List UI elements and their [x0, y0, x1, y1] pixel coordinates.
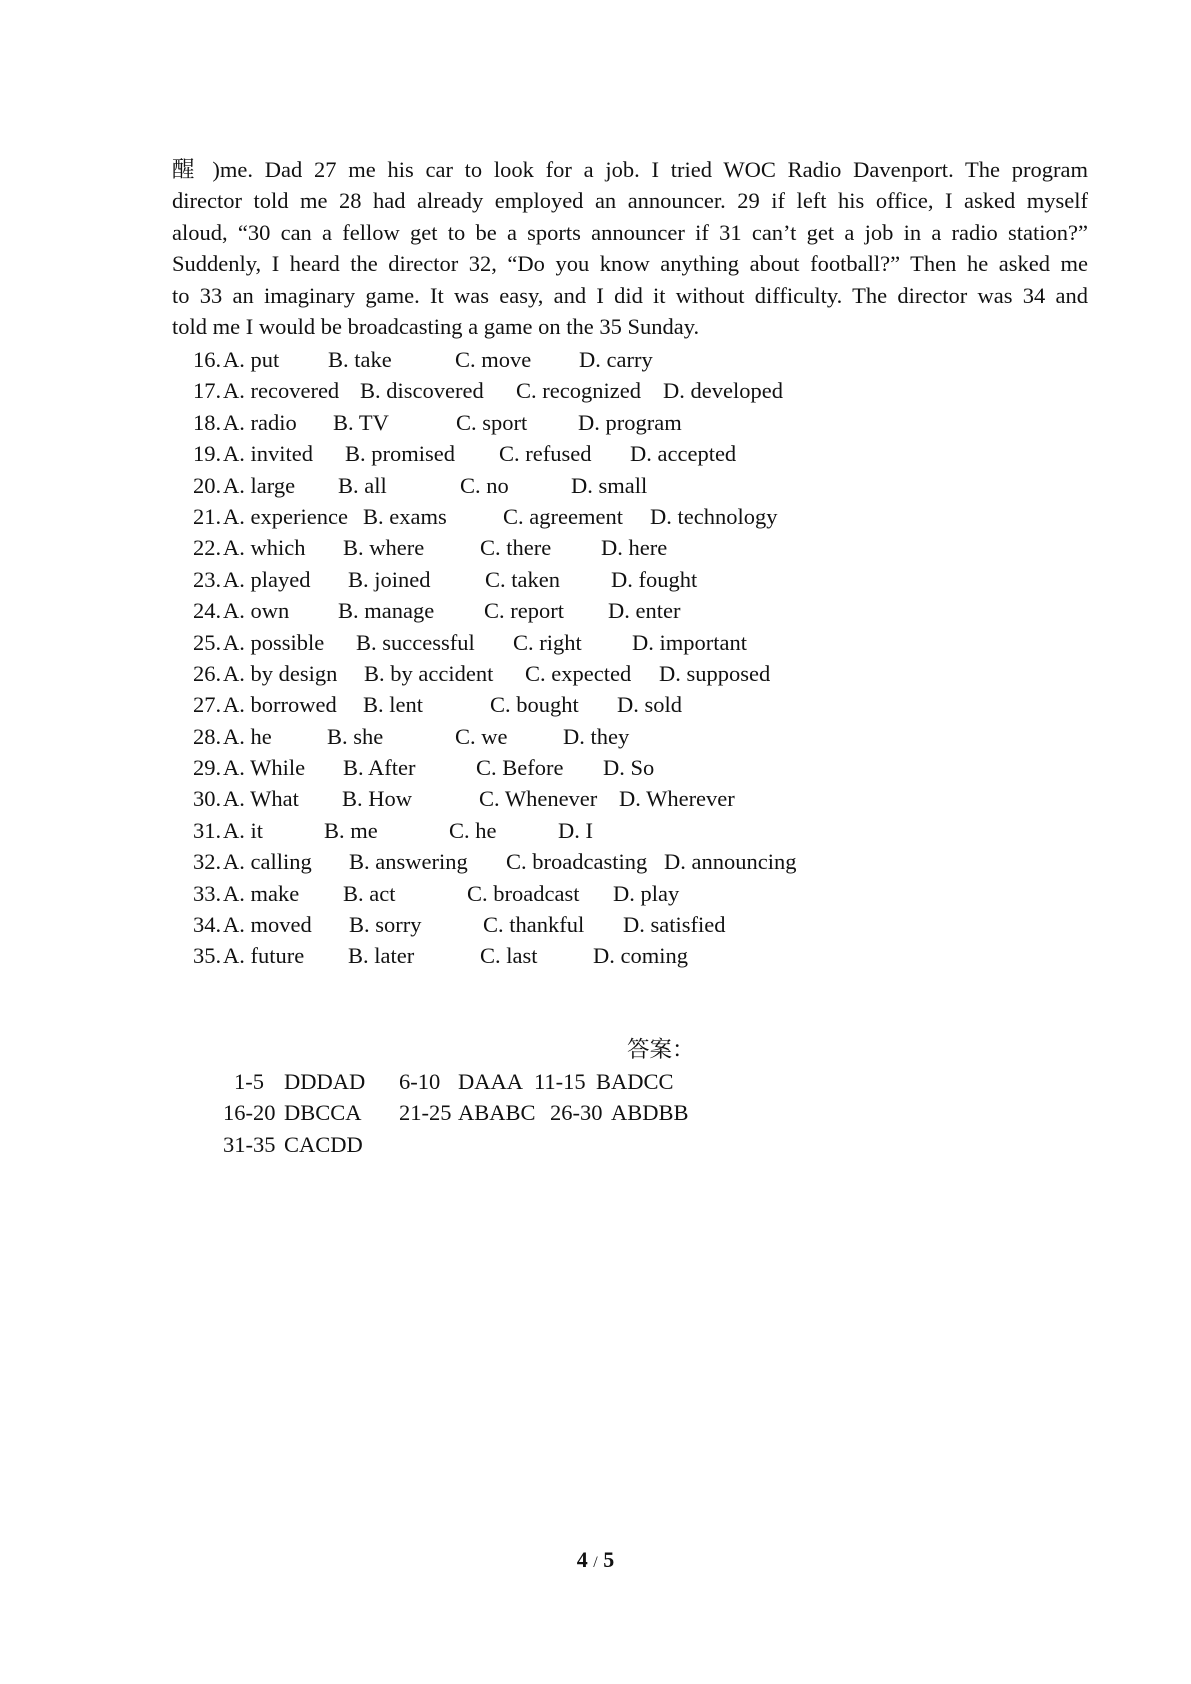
question-number: 23.	[193, 566, 222, 592]
option-d: D. developed	[663, 378, 783, 404]
question-number: 33.	[193, 880, 222, 906]
option-a: A. which	[223, 535, 306, 561]
answers-title: 答案：	[627, 1037, 695, 1063]
option-d: D. small	[571, 472, 648, 498]
question-number: 25.	[193, 629, 222, 655]
option-a: A. own	[223, 598, 290, 624]
answer-range: 26-30	[550, 1100, 603, 1126]
answer-letters: BADCC	[596, 1069, 674, 1094]
option-b: B. me	[324, 817, 378, 843]
option-d: D. Wherever	[619, 786, 735, 812]
question-number: 19.	[193, 441, 222, 467]
option-a: A. it	[223, 817, 264, 843]
option-a: A. borrowed	[223, 692, 337, 718]
page-separator: /	[593, 1554, 598, 1571]
answer-letters: DDDAD	[284, 1069, 366, 1094]
option-b: B. act	[343, 880, 396, 906]
option-c: C. we	[455, 723, 508, 749]
option-c: C. broadcasting	[506, 849, 648, 875]
question-number: 21.	[193, 503, 222, 529]
option-d: D. enter	[608, 598, 681, 624]
page-total: 5	[603, 1547, 615, 1572]
option-d: D. fought	[611, 566, 698, 592]
option-a: A. moved	[223, 912, 312, 938]
option-c: C. Before	[476, 755, 564, 781]
option-c: C. Whenever	[479, 786, 598, 812]
answer-letters: DAAA	[458, 1069, 523, 1094]
passage	[172, 154, 1088, 342]
question-number: 28.	[193, 723, 222, 749]
option-c: C. right	[513, 629, 582, 655]
option-b: B. she	[327, 723, 384, 749]
option-c: C. sport	[456, 409, 528, 435]
option-d: D. I	[558, 817, 593, 843]
option-b: B. promised	[345, 441, 455, 467]
option-c: C. report	[484, 598, 564, 624]
option-c: C. broadcast	[467, 880, 580, 906]
option-a: A. While	[223, 755, 306, 781]
question-number: 24.	[193, 598, 222, 624]
option-d: D. program	[578, 409, 682, 435]
answer-range: 16-20	[223, 1100, 276, 1126]
option-a: A. put	[223, 347, 280, 372]
question-number: 16.	[193, 347, 222, 372]
option-d: D. announcing	[664, 849, 797, 875]
option-a: A. radio	[223, 409, 297, 435]
option-b: B. joined	[348, 566, 431, 592]
option-d: D. important	[632, 629, 747, 655]
option-b: B. discovered	[360, 378, 484, 404]
option-a: A. calling	[223, 849, 312, 875]
option-d: D. play	[613, 880, 680, 906]
option-b: B. all	[338, 472, 387, 498]
option-c: C. refused	[499, 441, 592, 467]
option-b: B. successful	[356, 629, 475, 655]
option-c: C. agreement	[503, 503, 623, 529]
option-c: C. no	[460, 472, 509, 498]
answer-letters: CACDD	[284, 1131, 363, 1157]
option-d: D. So	[603, 755, 655, 781]
option-c: C. there	[480, 535, 552, 561]
option-d: D. coming	[593, 943, 688, 969]
option-c: C. taken	[485, 566, 560, 592]
question-number: 17.	[193, 378, 222, 404]
option-a: A. future	[223, 943, 305, 969]
question-number: 29.	[193, 755, 222, 781]
option-d: D. satisfied	[623, 912, 726, 938]
question-number: 34.	[193, 912, 222, 938]
option-b: B. take	[328, 347, 392, 372]
option-a: A. possible	[223, 629, 325, 655]
option-c: C. thankful	[483, 912, 585, 938]
answer-range: 11-15	[534, 1069, 586, 1094]
option-c: C. he	[449, 817, 497, 843]
page-current: 4	[576, 1547, 588, 1572]
answer-range: 1-5	[234, 1069, 264, 1094]
passage-line: director told me 28 had already employed an announcer. 29 if left his office, I asked myself	[172, 188, 1088, 214]
question-number: 20.	[193, 472, 222, 498]
option-d: D. supposed	[659, 660, 771, 686]
passage-line: told me I would be broadcasting a game on the 35 Sunday.	[172, 314, 700, 340]
option-c: C. bought	[490, 692, 579, 718]
answer-letters: ABDBB	[611, 1100, 689, 1126]
option-b: B. TV	[333, 409, 389, 435]
option-a: A. recovered	[223, 378, 340, 404]
option-a: A. What	[223, 786, 299, 812]
option-a: A. invited	[223, 441, 313, 467]
option-b: B. manage	[338, 598, 435, 624]
option-d: D. here	[601, 535, 668, 561]
question-number: 18.	[193, 409, 222, 435]
question-number: 27.	[193, 692, 222, 718]
option-b: B. lent	[363, 692, 423, 718]
option-b: B. by accident	[364, 660, 494, 686]
option-c: C. move	[455, 347, 532, 372]
passage-line: to 33 an imaginary game. It was easy, and I did it without difficulty. The director was 34 and	[172, 282, 1088, 308]
option-b: B. After	[343, 755, 416, 781]
option-c: C. recognized	[516, 378, 641, 404]
option-b: B. sorry	[349, 912, 422, 938]
option-d: D. carry	[579, 347, 653, 372]
answer-range: 6-10	[399, 1069, 441, 1094]
option-a: A. by design	[223, 660, 338, 686]
option-a: A. experience	[223, 503, 348, 529]
option-b: B. exams	[363, 503, 447, 529]
passage-line: 醒 )me. Dad 27 me his car to look for a job. I tried WOC Radio Davenport. The program	[172, 157, 1088, 182]
option-b: B. How	[342, 786, 413, 812]
option-d: D. technology	[650, 503, 778, 529]
option-d: D. they	[563, 723, 630, 749]
option-a: A. make	[223, 880, 300, 906]
question-number: 32.	[193, 849, 222, 875]
passage-line: Suddenly, I heard the director 32, “Do you know anything about football?” Then he asked me	[172, 251, 1088, 277]
question-number: 35.	[193, 943, 222, 969]
answer-letters: ABABC	[458, 1100, 536, 1126]
answer-range: 21-25	[399, 1100, 452, 1126]
option-d: D. sold	[617, 692, 683, 718]
question-number: 31.	[193, 817, 222, 843]
option-a: A. large	[223, 472, 296, 498]
question-number: 22.	[193, 535, 222, 561]
option-d: D. accepted	[630, 441, 737, 467]
question-number: 26.	[193, 660, 222, 686]
option-b: B. later	[348, 943, 415, 969]
passage-line: aloud, “30 can a fellow get to be a sports announcer if 31 can’t get a job in a radio station?”	[172, 219, 1088, 245]
page-number	[0, 1547, 1191, 1573]
answer-letters: DBCCA	[284, 1100, 362, 1126]
option-a: A. played	[223, 566, 311, 592]
option-b: B. where	[343, 535, 425, 561]
option-c: C. last	[480, 943, 538, 969]
option-b: B. answering	[349, 849, 468, 875]
answer-range: 31-35	[223, 1131, 276, 1157]
option-a: A. he	[223, 723, 272, 749]
question-number: 30.	[193, 786, 222, 812]
option-c: C. expected	[525, 660, 632, 686]
